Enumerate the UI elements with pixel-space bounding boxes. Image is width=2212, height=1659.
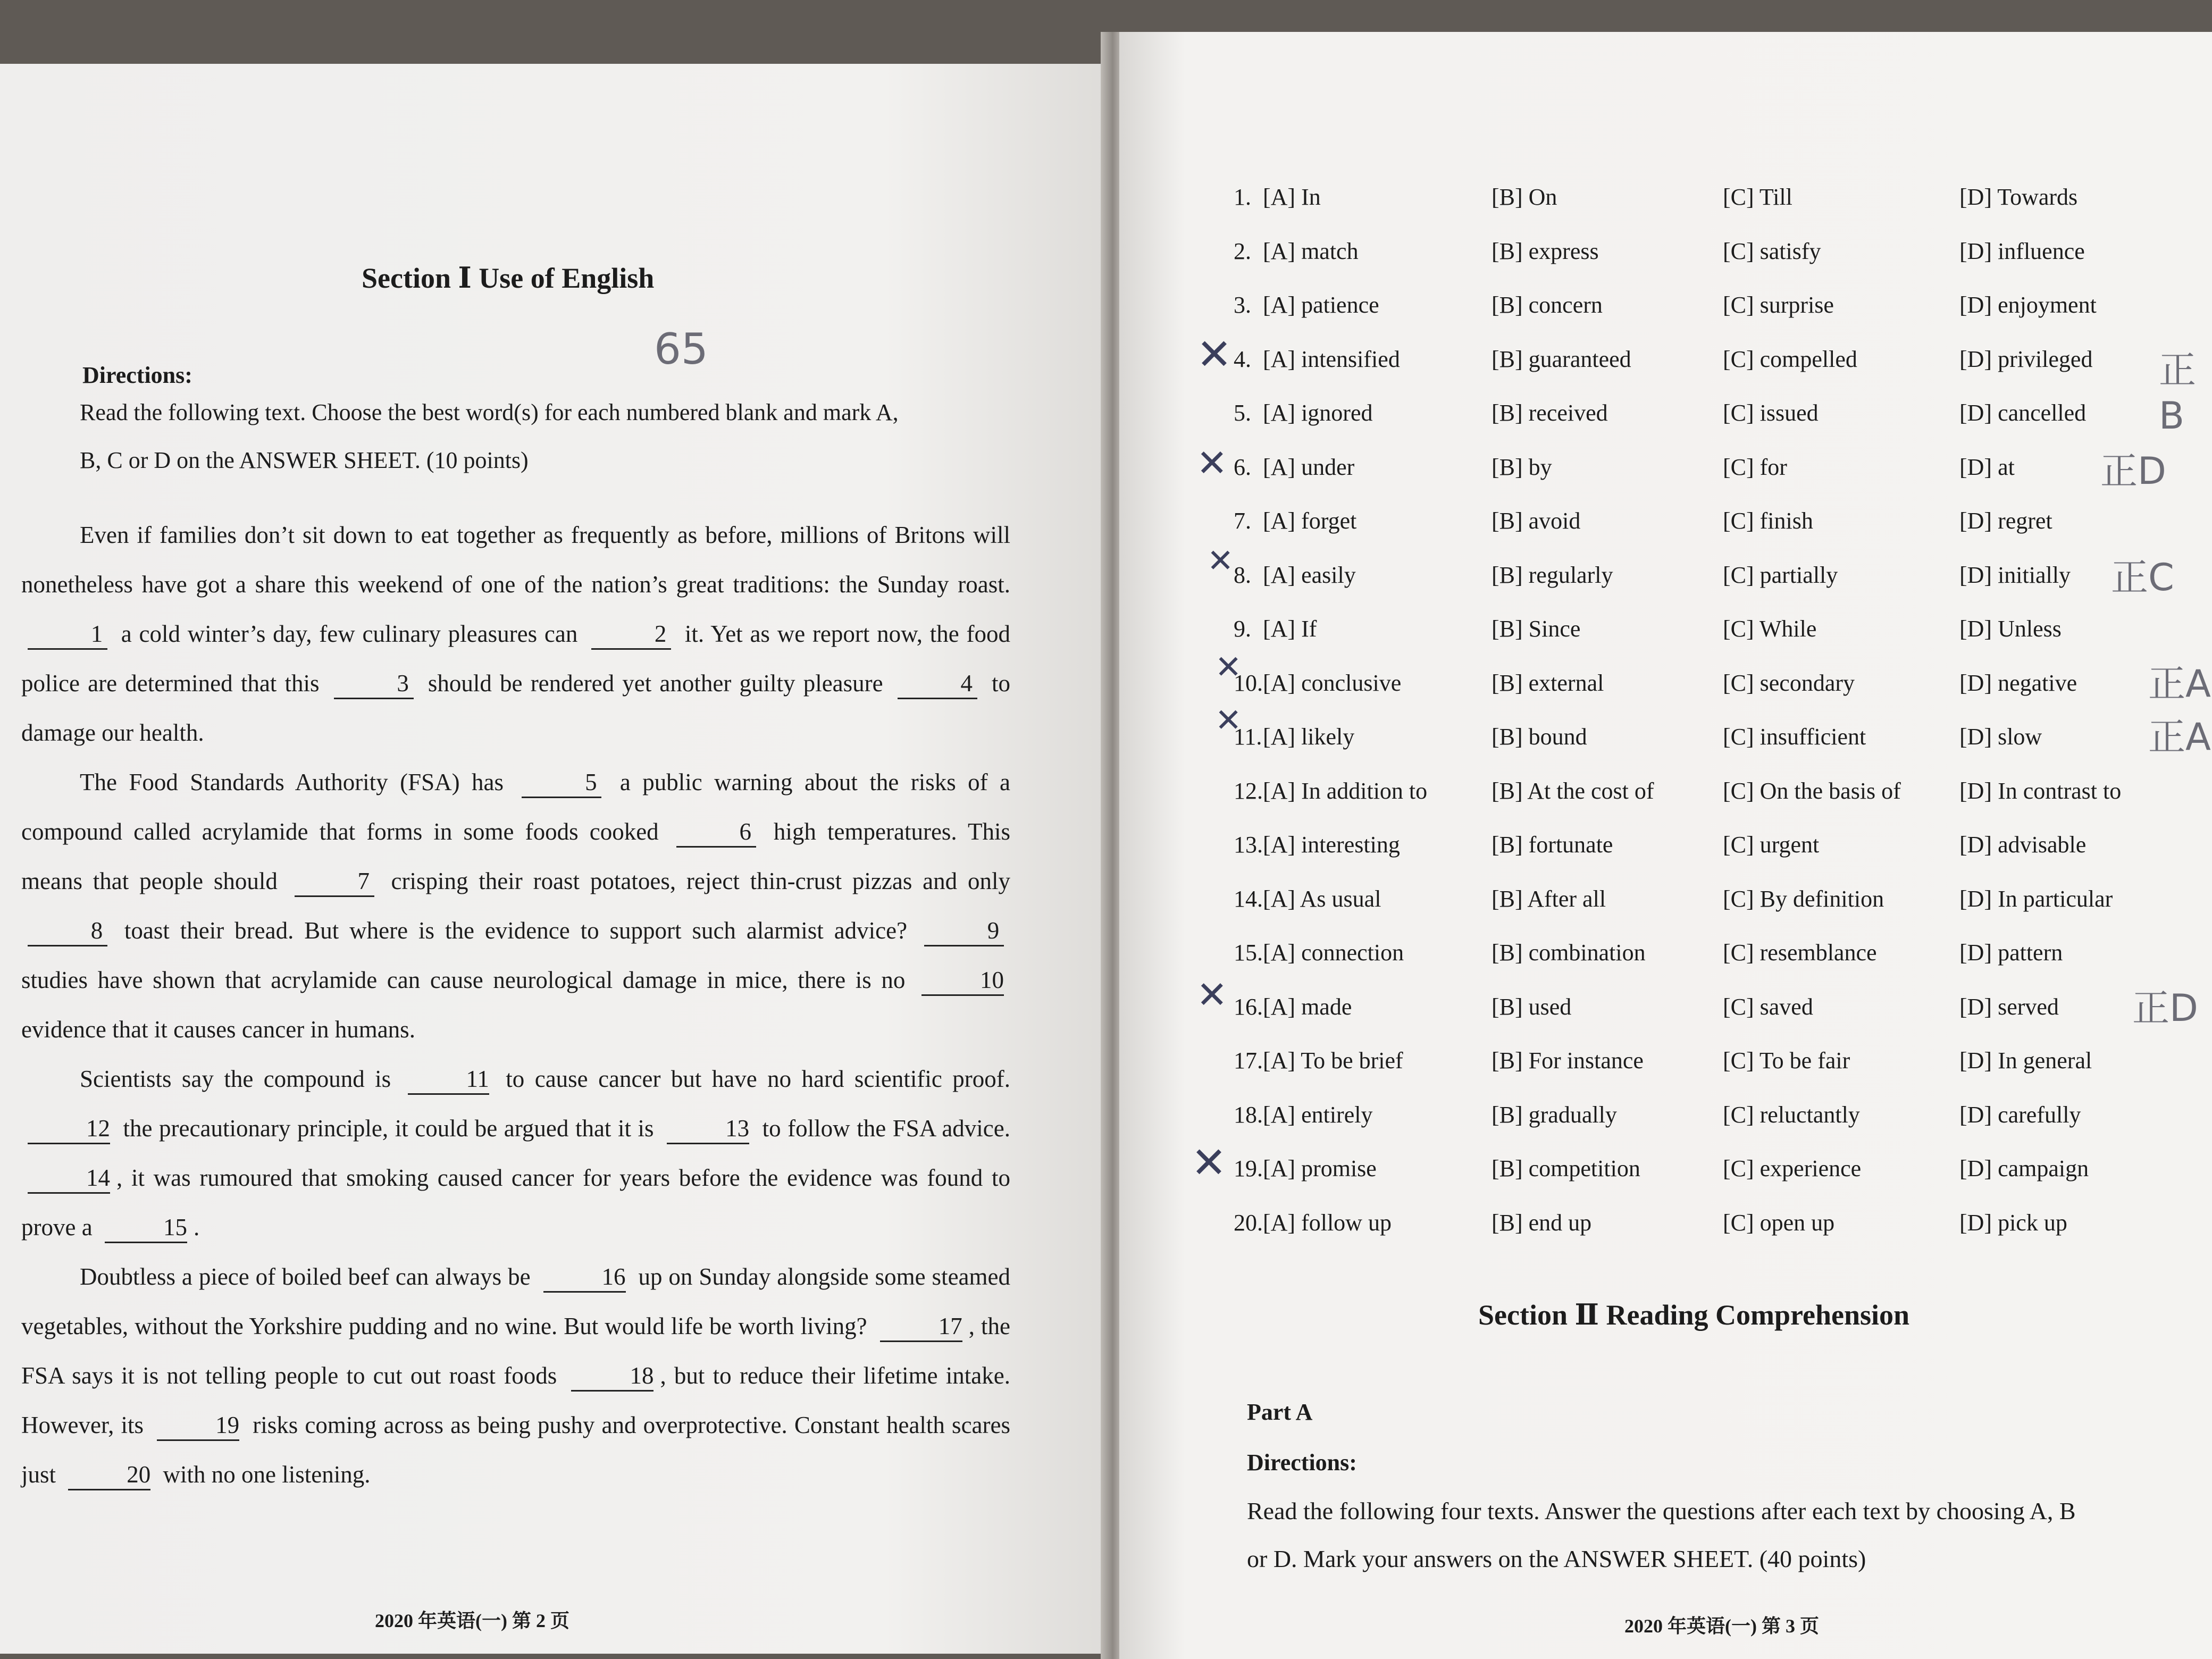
question-number: 20. <box>1234 1209 1263 1236</box>
question-number: 17. <box>1234 1048 1263 1074</box>
passage-text: to cause cancer but have no hard scientific proof. <box>495 1066 1010 1092</box>
passage-text: Scientists say the compound is <box>80 1066 401 1092</box>
page-footer: 2020 年英语(一) 第 2 页 <box>375 1610 569 1631</box>
handwritten-note: 正A <box>2148 715 2211 759</box>
numbered-blank: 16 <box>543 1262 626 1293</box>
option-c: [C] open up <box>1723 1209 1835 1236</box>
option-d: [D] negative <box>1959 669 2077 696</box>
option-b: [B] fortunate <box>1492 832 1613 858</box>
question-number: 8. <box>1234 562 1251 588</box>
option-a: [A] patience <box>1263 292 1379 318</box>
option-a: [A] easily <box>1263 562 1356 588</box>
cross-mark-icon: ✕ <box>1196 973 1228 1017</box>
option-b: [B] competition <box>1492 1155 1640 1182</box>
passage-text: up on Sunday alongside some steamed vegetables, without the Yorkshire pudding and no wine. But would life be worth living? <box>21 1263 1010 1339</box>
numbered-blank: 18 <box>571 1361 653 1392</box>
option-c: [C] satisfy <box>1723 238 1821 264</box>
question-number: 11. <box>1234 724 1262 750</box>
option-c: [C] for <box>1723 454 1787 480</box>
cross-mark-icon: ✕ <box>1207 542 1234 580</box>
question-row <box>1234 885 2201 928</box>
question-row <box>1234 562 2201 604</box>
passage-paragraph <box>21 758 1010 1054</box>
option-b: [B] avoid <box>1492 508 1581 534</box>
option-d: [D] advisable <box>1959 832 2087 858</box>
question-number: 4. <box>1234 346 1251 372</box>
option-c: [C] finish <box>1723 508 1813 534</box>
passage-text: toast their bread. But where is the evidence to support such alarmist advice? <box>114 917 918 944</box>
option-c: [C] partially <box>1723 562 1838 588</box>
option-d: [D] influence <box>1959 238 2085 264</box>
numbered-blank: 5 <box>522 768 601 798</box>
option-b: [B] For instance <box>1492 1048 1644 1074</box>
question-number: 1. <box>1234 184 1251 210</box>
option-d: [D] In general <box>1959 1048 2092 1074</box>
question-row <box>1234 939 2201 982</box>
option-b: [B] concern <box>1492 292 1603 318</box>
option-a: [A] As usual <box>1263 885 1381 912</box>
option-a: [A] interesting <box>1263 832 1400 858</box>
passage-text: crisping their roast potatoes, reject thin-crust pizzas and only <box>380 868 1010 894</box>
option-c: [C] urgent <box>1723 832 1820 858</box>
option-b: [B] Since <box>1492 616 1581 642</box>
cross-mark-icon: ✕ <box>1196 330 1233 379</box>
passage-text: , it was rumoured that smoking caused cancer for years before the evidence was found to prove a <box>21 1164 1010 1241</box>
question-row <box>1234 831 2201 874</box>
directions-heading: Directions: <box>82 362 192 388</box>
option-c: [C] Till <box>1723 184 1792 210</box>
option-d: [D] slow <box>1959 724 2042 750</box>
passage-text: with no one listening. <box>157 1461 371 1488</box>
option-a: [A] In addition to <box>1263 777 1428 804</box>
passage-paragraph <box>21 510 1010 758</box>
numbered-blank: 6 <box>676 817 756 848</box>
option-b: [B] used <box>1492 993 1572 1020</box>
question-number: 15. <box>1234 940 1263 966</box>
question-number: 12. <box>1234 777 1263 804</box>
option-c: [C] While <box>1723 616 1817 642</box>
option-a: [A] made <box>1263 993 1352 1020</box>
question-number: 7. <box>1234 508 1251 534</box>
option-b: [B] by <box>1492 454 1552 480</box>
section2-title: Section Ⅱ Reading Comprehension <box>1478 1299 1910 1331</box>
section-title: Section Ⅰ Use of English <box>362 262 655 294</box>
option-d: [D] campaign <box>1959 1155 2089 1182</box>
option-c: [C] secondary <box>1723 669 1855 696</box>
cross-mark-icon: ✕ <box>1196 441 1228 485</box>
numbered-blank: 15 <box>105 1213 187 1243</box>
question-number: 5. <box>1234 400 1251 426</box>
cross-mark-icon: ✕ <box>1215 649 1242 686</box>
question-row <box>1234 1047 2201 1090</box>
cross-mark-icon: ✕ <box>1191 1138 1227 1187</box>
option-a: [A] promise <box>1263 1155 1377 1182</box>
numbered-blank: 2 <box>591 619 671 650</box>
passage-text: a cold winter’s day, few culinary pleasures can <box>114 621 585 647</box>
option-d: [D] served <box>1959 993 2059 1020</box>
passage-paragraph <box>21 1054 1010 1252</box>
option-b: [B] On <box>1492 184 1557 210</box>
option-c: [C] To be fair <box>1723 1048 1850 1074</box>
numbered-blank: 10 <box>921 966 1004 996</box>
passage-text: , the FSA says it is not telling people to cut out roast foods <box>21 1313 1010 1389</box>
option-b: [B] regularly <box>1492 562 1613 588</box>
passage-text: Even if families don’t sit down to eat together as frequently as before, millions of Britons will nonetheless have got a share this weekend of one of the nation’s great traditions: the Sunday roast. <box>21 522 1010 598</box>
passage-text: Doubtless a piece of boiled beef can always be <box>80 1263 537 1290</box>
numbered-blank: 11 <box>408 1065 489 1095</box>
question-row <box>1234 669 2201 712</box>
option-b: [B] After all <box>1492 885 1606 912</box>
option-a: [A] forget <box>1263 508 1357 534</box>
numbered-blank: 13 <box>667 1114 749 1144</box>
option-c: [C] On the basis of <box>1723 777 1901 804</box>
handwritten-score: 65 <box>654 324 708 374</box>
numbered-blank: 8 <box>28 916 107 946</box>
option-d: [D] Unless <box>1959 616 2062 642</box>
handwritten-note: 正C <box>2111 556 2174 599</box>
question-number: 19. <box>1234 1155 1263 1182</box>
option-d: [D] In particular <box>1959 885 2113 912</box>
numbered-blank: 20 <box>68 1460 150 1490</box>
option-b: [B] bound <box>1492 724 1587 750</box>
question-row <box>1234 238 2201 280</box>
passage-text: to damage our health. <box>21 670 1010 746</box>
passage-text: . <box>193 1214 200 1241</box>
directions-heading-2: Directions: <box>1247 1449 1357 1476</box>
option-c: [C] experience <box>1723 1155 1862 1182</box>
option-d: [D] pattern <box>1959 940 2063 966</box>
passage-text: evidence that it causes cancer in humans. <box>21 1016 415 1043</box>
numbered-blank: 14 <box>28 1163 110 1194</box>
option-a: [A] intensified <box>1263 346 1400 372</box>
passage-text: risks coming across as being pushy and overprotective. Constant health scares just <box>21 1412 1010 1488</box>
question-row <box>1234 777 2201 820</box>
numbered-blank: 3 <box>334 669 414 699</box>
option-d: [D] carefully <box>1959 1101 2081 1128</box>
numbered-blank: 7 <box>295 867 374 897</box>
option-b: [B] combination <box>1492 940 1646 966</box>
question-number: 14. <box>1234 885 1263 912</box>
numbered-blank: 9 <box>924 916 1004 946</box>
option-a: [A] under <box>1263 454 1355 480</box>
directions-text-line2: B, C or D on the ANSWER SHEET. (10 points) <box>80 447 529 473</box>
question-number: 9. <box>1234 616 1251 642</box>
directions-text-line1: Read the following text. Choose the best word(s) for each numbered blank and mark A, <box>80 399 899 425</box>
option-d: [D] at <box>1959 454 2015 480</box>
question-number: 10. <box>1234 669 1263 696</box>
question-number: 6. <box>1234 454 1251 480</box>
option-d: [D] cancelled <box>1959 400 2087 426</box>
directions-text-2-line2: or D. Mark your answers on the ANSWER SHEET. (40 points) <box>1247 1545 1866 1572</box>
handwritten-note: 正D <box>2100 449 2166 493</box>
passage-text: , but to reduce their lifetime intake. However, its <box>21 1362 1010 1438</box>
option-c: [C] issued <box>1723 400 1819 426</box>
option-d: [D] initially <box>1959 562 2071 588</box>
passage-text: it. Yet as we report now, the food police are determined that this <box>21 621 1010 697</box>
question-row <box>1234 723 2201 766</box>
question-number: 18. <box>1234 1101 1263 1128</box>
cross-mark-icon: ✕ <box>1215 702 1242 739</box>
passage-text: The Food Standards Authority (FSA) has <box>80 769 516 795</box>
numbered-blank: 4 <box>898 669 977 699</box>
left-page <box>0 64 1106 1654</box>
handwritten-note: 正A <box>2148 662 2211 706</box>
question-row <box>1234 183 2201 226</box>
option-c: [C] resemblance <box>1723 940 1877 966</box>
passage-text: studies have shown that acrylamide can cause neurological damage in mice, there is no <box>21 967 915 993</box>
option-b: [B] guaranteed <box>1492 346 1631 372</box>
passage-text: to follow the FSA advice. <box>756 1115 1010 1142</box>
option-c: [C] saved <box>1723 993 1813 1020</box>
option-b: [B] At the cost of <box>1492 777 1654 804</box>
question-number: 3. <box>1234 292 1251 318</box>
option-d: [D] pick up <box>1959 1209 2067 1236</box>
option-d: [D] privileged <box>1959 346 2093 372</box>
page-footer-right: 2020 年英语(一) 第 3 页 <box>1624 1615 1819 1637</box>
option-a: [A] likely <box>1263 724 1355 750</box>
passage-text: a public warning about the risks of a compound called acrylamide that forms in some foods cooked <box>21 769 1010 845</box>
question-row <box>1234 615 2201 658</box>
numbered-blank: 17 <box>880 1312 962 1342</box>
option-a: [A] entirely <box>1263 1101 1373 1128</box>
question-number: 2. <box>1234 238 1251 264</box>
question-number: 16. <box>1234 993 1263 1020</box>
option-b: [B] received <box>1492 400 1608 426</box>
option-a: [A] connection <box>1263 940 1404 966</box>
question-row <box>1234 399 2201 442</box>
numbered-blank: 12 <box>28 1114 110 1144</box>
question-number: 13. <box>1234 832 1263 858</box>
option-a: [A] match <box>1263 238 1359 264</box>
option-c: [C] By definition <box>1723 885 1884 912</box>
passage-text: the precautionary principle, it could be argued that it is <box>116 1115 661 1142</box>
option-d: [D] In contrast to <box>1959 777 2122 804</box>
option-b: [B] end up <box>1492 1209 1592 1236</box>
passage-text: high temperatures. This means that people should <box>21 818 1010 894</box>
option-a: [A] ignored <box>1263 400 1373 426</box>
numbered-blank: 19 <box>157 1411 239 1441</box>
numbered-blank: 1 <box>28 619 107 650</box>
option-a: [A] In <box>1263 184 1321 210</box>
question-row <box>1234 454 2201 496</box>
question-row <box>1234 1155 2201 1197</box>
option-b: [B] external <box>1492 669 1604 696</box>
option-b: [B] gradually <box>1492 1101 1617 1128</box>
option-a: [A] follow up <box>1263 1209 1392 1236</box>
question-row <box>1234 346 2201 388</box>
question-row <box>1234 993 2201 1036</box>
option-b: [B] express <box>1492 238 1599 264</box>
question-row <box>1234 507 2201 550</box>
directions-text-2-line1: Read the following four texts. Answer the questions after each text by choosing A, B <box>1247 1497 2076 1524</box>
option-d: [D] enjoyment <box>1959 292 2097 318</box>
option-c: [C] insufficient <box>1723 724 1866 750</box>
part-a-heading: Part A <box>1247 1399 1313 1425</box>
option-a: [A] To be brief <box>1263 1048 1403 1074</box>
option-a: [A] If <box>1263 616 1317 642</box>
option-a: [A] conclusive <box>1263 669 1402 696</box>
option-c: [C] compelled <box>1723 346 1857 372</box>
question-row <box>1234 1209 2201 1252</box>
option-c: [C] reluctantly <box>1723 1101 1860 1128</box>
passage-text: should be rendered yet another guilty pleasure <box>420 670 891 697</box>
option-d: [D] Towards <box>1959 184 2078 210</box>
handwritten-note: 正D <box>2132 986 2198 1030</box>
handwritten-note: 正B <box>2159 348 2196 438</box>
cloze-passage <box>21 510 1010 1499</box>
option-c: [C] surprise <box>1723 292 1834 318</box>
question-row <box>1234 1101 2201 1144</box>
option-d: [D] regret <box>1959 508 2052 534</box>
passage-paragraph <box>21 1252 1010 1499</box>
question-row <box>1234 291 2201 334</box>
